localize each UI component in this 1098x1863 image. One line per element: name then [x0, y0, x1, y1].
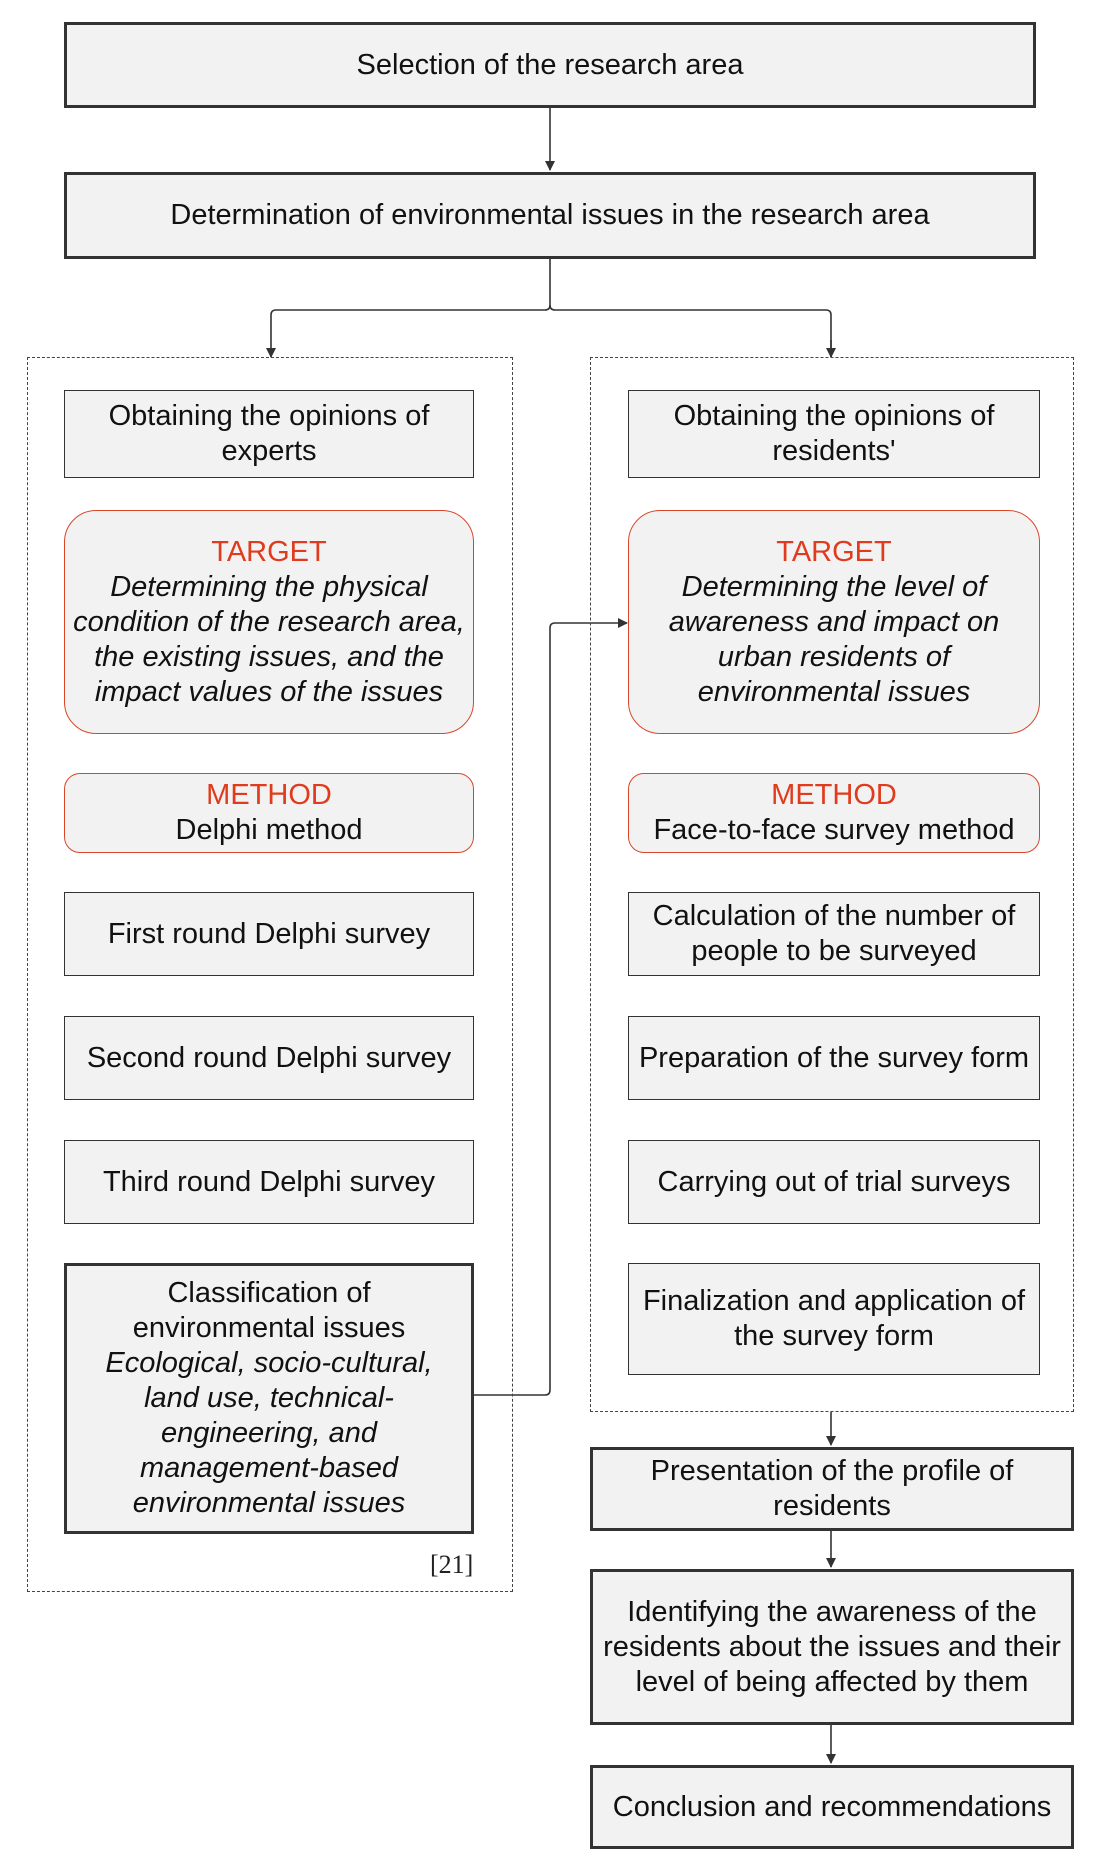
- experts-target-box: [64, 510, 474, 734]
- delphi-round-1-box: [64, 892, 474, 976]
- residents-method-label: METHOD: [771, 779, 897, 811]
- survey-step-2-text: Preparation of the survey form: [638, 1041, 1030, 1074]
- experts-header-text: Obtaining the opinions of experts: [108, 400, 430, 467]
- residents-header-text: Obtaining the opinions of residents': [673, 400, 995, 467]
- environmental-issues-box: [64, 172, 1036, 259]
- residents-target-label: TARGET: [776, 535, 892, 568]
- conclusion-text: Conclusion and recommendations: [612, 1790, 1052, 1823]
- experts-header-box: [64, 390, 474, 478]
- awareness-text: Identifying the awareness of the residents about the issues and their level of being affected by them: [603, 1595, 1061, 1698]
- profile-box: [590, 1447, 1074, 1531]
- classification-title: Classification of environmental issues: [132, 1277, 406, 1344]
- survey-step-4-box: [628, 1263, 1040, 1375]
- delphi-round-3-box: [64, 1140, 474, 1224]
- experts-target-label: TARGET: [211, 535, 327, 568]
- residents-header-box: [628, 390, 1040, 478]
- experts-method-box: [64, 773, 474, 853]
- delphi-round-2-text: Second round Delphi survey: [86, 1041, 452, 1074]
- survey-step-4-text: Finalization and application of the survey form: [642, 1285, 1026, 1352]
- reference-citation: [21]: [430, 1550, 474, 1579]
- profile-text: Presentation of the profile of residents: [650, 1455, 1014, 1522]
- residents-target-text: Determining the level of awareness and impact on urban residents of environmental issues: [668, 570, 1000, 708]
- survey-step-3-box: [628, 1140, 1040, 1224]
- selection-research-area-box: [64, 22, 1036, 108]
- experts-target-text: Determining the physical condition of the research area, the existing issues, and the impact values of the issues: [73, 570, 465, 708]
- experts-method-label: METHOD: [206, 779, 332, 811]
- experts-method-text: Delphi method: [175, 814, 363, 846]
- conclusion-box: [590, 1765, 1074, 1849]
- residents-method-text: Face-to-face survey method: [653, 814, 1015, 846]
- environmental-issues-text: Determination of environmental issues in the research area: [170, 199, 930, 231]
- awareness-box: [590, 1569, 1074, 1725]
- classification-detail: Ecological, socio-cultural, land use, technical-engineering, and management-based environmental issues: [105, 1347, 433, 1519]
- delphi-round-3-text: Third round Delphi survey: [102, 1165, 436, 1198]
- residents-target-box: [628, 510, 1040, 734]
- residents-method-box: [628, 773, 1040, 853]
- survey-step-3-text: Carrying out of trial surveys: [657, 1165, 1011, 1198]
- arrow-issues-right: [550, 305, 831, 357]
- classification-box: [64, 1263, 474, 1534]
- selection-research-area-text: Selection of the research area: [356, 48, 744, 81]
- delphi-round-2-box: [64, 1016, 474, 1100]
- survey-step-1-box: [628, 892, 1040, 976]
- survey-step-1-text: Calculation of the number of people to be surveyed: [652, 900, 1016, 967]
- delphi-round-1-text: First round Delphi survey: [107, 917, 431, 950]
- survey-step-2-box: [628, 1016, 1040, 1100]
- arrow-issues-split: [271, 259, 550, 357]
